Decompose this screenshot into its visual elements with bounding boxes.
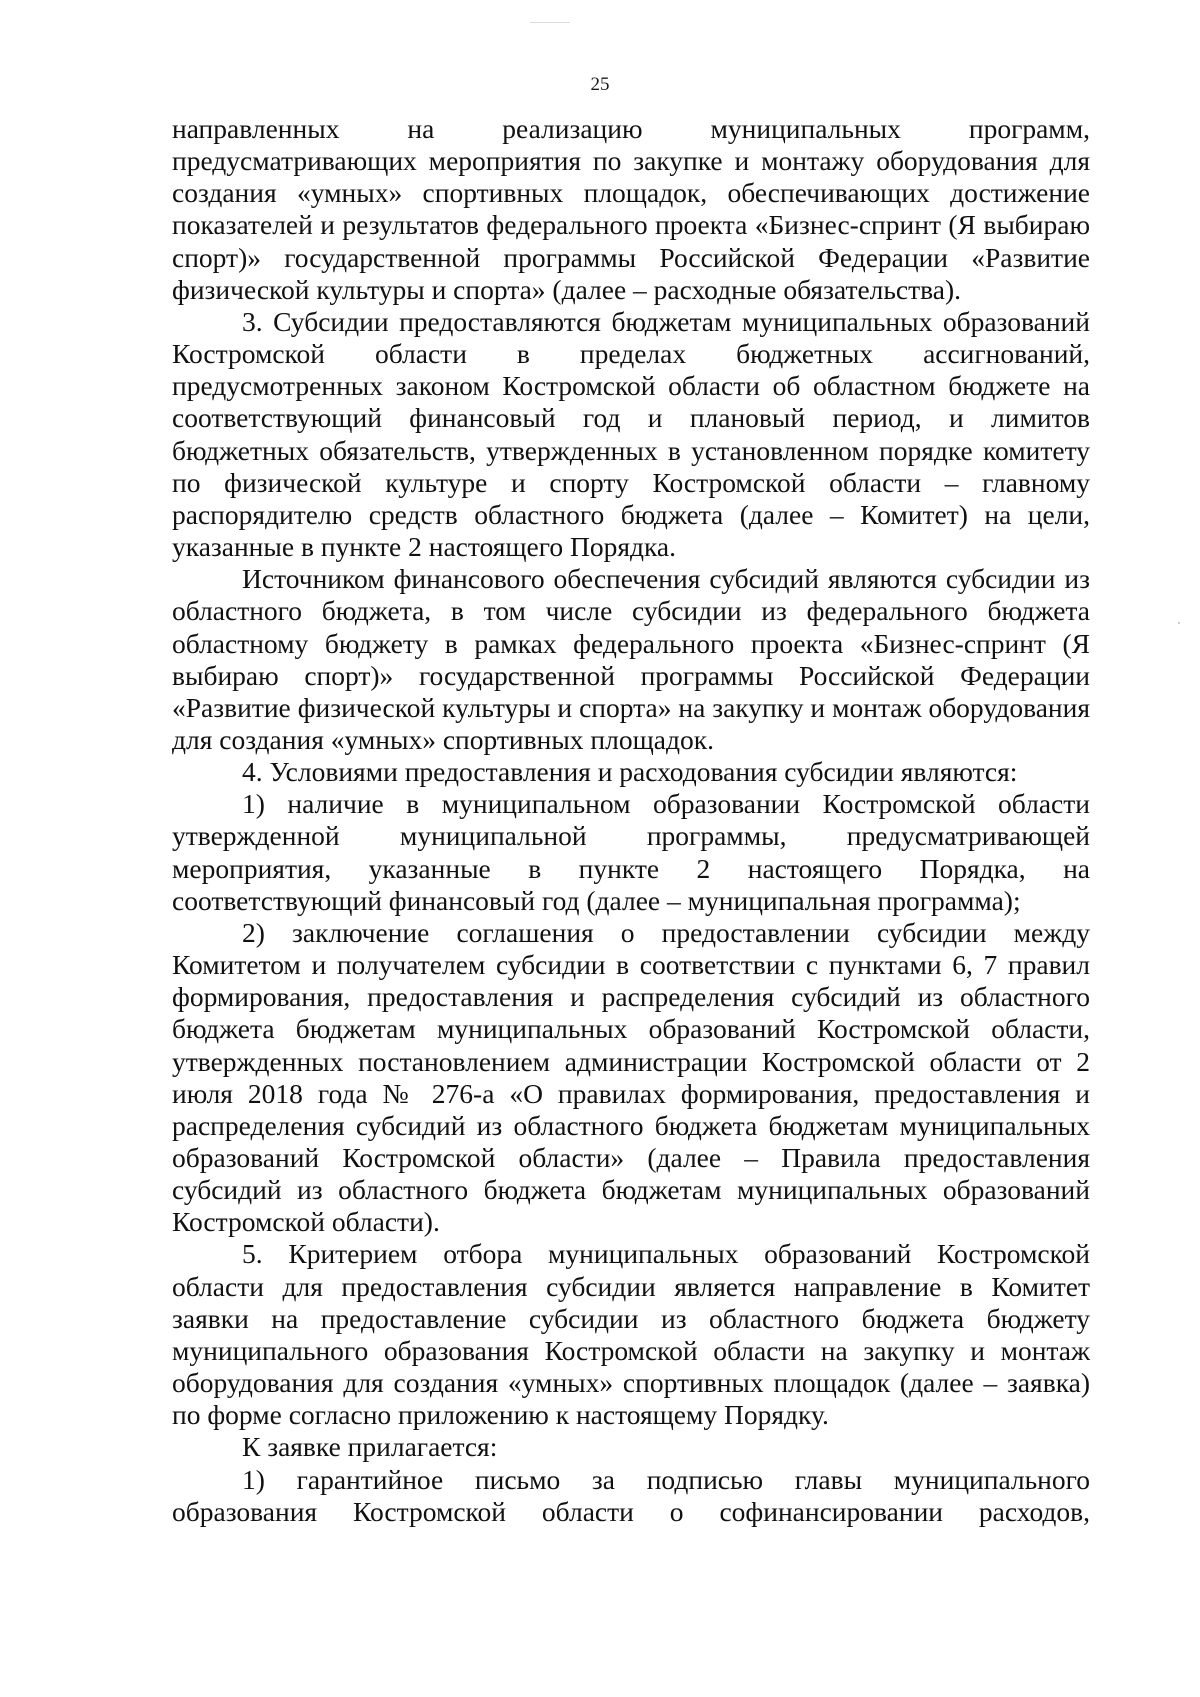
scan-artifact <box>530 22 570 23</box>
paragraph-attachment-1: 1) гарантийное письмо за подписью главы муниципального образования Костромской области о софинансировании расходов, <box>172 1463 1090 1527</box>
scan-artifact-dot <box>1178 622 1180 624</box>
paragraph-funding-source: Источником финансового обеспечения субсидий являются субсидии из областного бюджета, в том числе субсидии из федерального бюджета областному бюджету в рамках федерального проекта «Бизнес-спринт (Я выбираю спорт)» государственной программы Российской Федерации «Развитие физической культуры и спорта» на закупку и монтаж оборудования для создания «умных» спортивных площадок. <box>172 563 1090 755</box>
paragraph-continuation: направленных на реализацию муниципальных программ, предусматривающих мероприятия по закупке и монтажу оборудования для создания «умных» спортивных площадок, обеспечивающих достижение показателей и результатов федерального проекта «Бизнес-спринт (Я выбираю спорт)» государственной программы Российской Федерации «Развитие физической культуры и спорта» (далее – расходные обязательства). <box>172 113 1090 305</box>
paragraph-item-3: 3. Субсидии предоставляются бюджетам муниципальных образований Костромской области в пределах бюджетных ассигнований, предусмотренных законом Костромской области об областном бюджете на соответствующий финансовый год и плановый период, и лимитов бюджетных обязательств, утвержденных в установленном порядке комитету по физической культуре и спорту Костромской области – главному распорядителю средств областного бюджета (далее – Комитет) на цели, указанные в пункте 2 настоящего Порядка. <box>172 305 1090 563</box>
paragraph-item-4: 4. Условиями предоставления и расходования субсидии являются: <box>242 756 1018 788</box>
paragraph-attachments-intro: К заявке прилагается: <box>242 1431 498 1463</box>
page-number: 25 <box>590 74 610 95</box>
document-body <box>172 113 1090 1528</box>
paragraph-condition-1: 1) наличие в муниципальном образовании Костромской области утвержденной муниципальной программы, предусматривающей мероприятия, указанные в пункте 2 настоящего Порядка, на соответствующий финансовый год (далее – муниципальная программа); <box>172 788 1090 916</box>
paragraph-condition-2: 2) заключение соглашения о предоставлении субсидии между Комитетом и получателем субсидии в соответствии с пунктами 6, 7 правил формирования, предоставления и распределения субсидий из областного бюджета бюджетам муниципальных образований Костромской области, утвержденных постановлением администрации Костромской области от 2 июля 2018 года № 276-а «О правилах формирования, предоставления и распределения субсидий из областного бюджета бюджетам муниципальных образований Костромской области» (далее – Правила предоставления субсидий из областного бюджета бюджетам муниципальных образований Костромской области). <box>172 916 1090 1238</box>
paragraph-item-5: 5. Критерием отбора муниципальных образований Костромской области для предоставления субсидии является направление в Комитет заявки на предоставление субсидии из областного бюджета бюджету муниципального образования Костромской области на закупку и монтаж оборудования для создания «умных» спортивных площадок (далее – заявка) по форме согласно приложению к настоящему Порядку. <box>172 1238 1090 1431</box>
